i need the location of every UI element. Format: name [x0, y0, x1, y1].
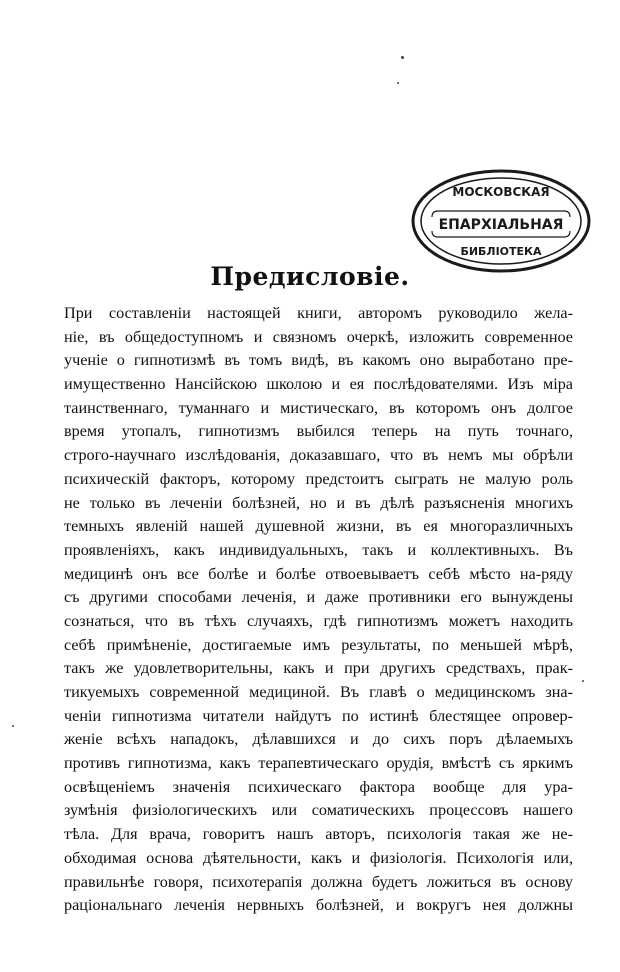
stamp-top-text: МОСКОВСКАЯ: [452, 185, 550, 199]
preface-paragraph: [57, 302, 573, 918]
text-line: такъ же удовлетворительны, какъ и при другихъ средствахъ, прак-: [64, 659, 573, 678]
text-line: медицинѣ онъ все болѣе и болѣе отвоевываетъ себѣ мѣсто на-ряду: [64, 564, 573, 583]
text-line: не только въ леченіи болѣзней, но и въ дѣлѣ разъясненія многихъ: [64, 493, 573, 512]
stamp-bottom-text: БИБЛІОТЕКА: [460, 245, 542, 258]
ink-speck: [397, 82, 399, 84]
text-line: тѣла. Для врача, говоритъ нашъ авторъ, психологія такая же не-: [64, 825, 573, 844]
text-line: проявленіяхъ, какъ индивидуальныхъ, такъ и коллективныхъ. Въ: [64, 540, 573, 559]
text-line: раціональнаго леченія нервныхъ болѣзней, и вокругъ нея должны: [64, 896, 573, 915]
text-line: съ другими способами леченія, и даже противники его вынуждены: [64, 588, 573, 607]
library-stamp-seal: [408, 165, 594, 277]
text-line: тикуемыхъ современной медициной. Въ главѣ о медицинскомъ зна-: [64, 683, 573, 701]
text-line: время утопалъ, гипнотизмъ выбился теперь на путь точнаго,: [64, 422, 573, 441]
text-line: темныхъ явленій нашей душевной жизни, въ ея многоразличныхъ: [64, 517, 573, 536]
text-line: зумѣнія физіологическихъ или соматическихъ процессовъ нашего: [64, 801, 573, 820]
text-line: противъ гипнотизма, какъ терапевтическаго орудія, вмѣстѣ съ яркимъ: [64, 754, 573, 773]
text-line: обходимая основа дѣятельности, какъ и физіологія. Психологія или,: [64, 848, 573, 867]
text-line: таинственнаго, туманнаго и мистическаго, въ которомъ онъ долгое: [64, 398, 573, 417]
text-line: ченіи гипнотизма читатели найдутъ по истинѣ блестящее опровер-: [64, 706, 573, 725]
text-line: себѣ примѣненіе, достигаемые имъ результаты, по меньшей мѣрѣ,: [64, 635, 573, 654]
text-line: имущественно Нансійскою школою и ея послѣдователями. Изъ міра: [64, 375, 573, 394]
text-line: освѣщеніемъ значенія психическаго фактора вообще для ура-: [64, 777, 573, 796]
stamp-middle-text: ЕПАРХІАЛЬНАЯ: [438, 217, 564, 233]
text-line: психическій факторъ, которому предстоитъ сыграть не малую роль: [64, 469, 573, 488]
text-line: правильнѣе говоря, психотерапія должна будетъ ложиться въ основу: [64, 872, 573, 891]
text-line: строго-научнаго изслѣдованія, доказавшаго, что въ немъ мы обрѣли: [64, 446, 573, 465]
text-line: женіе всѣхъ нападокъ, дѣлавшихся и до сихъ поръ дѣлаемыхъ: [64, 730, 573, 749]
text-line: сознаться, что въ тѣхъ случаяхъ, гдѣ гипнотизмъ можетъ находить: [64, 611, 573, 630]
text-line: ученіе о гипнотизмѣ въ томъ видѣ, въ какомъ оно выработано пре-: [64, 351, 573, 370]
ink-speck: [401, 56, 404, 59]
ink-speck: [582, 680, 584, 682]
library-stamp: [408, 165, 594, 277]
ink-speck: [12, 725, 14, 727]
text-line: При составленіи настоящей книги, авторомъ руководило жела-: [64, 304, 573, 322]
text-line: ніе, въ общедоступномъ и связномъ очеркѣ, изложить современное: [64, 327, 573, 346]
page-title: Предисловіе.: [210, 262, 410, 291]
